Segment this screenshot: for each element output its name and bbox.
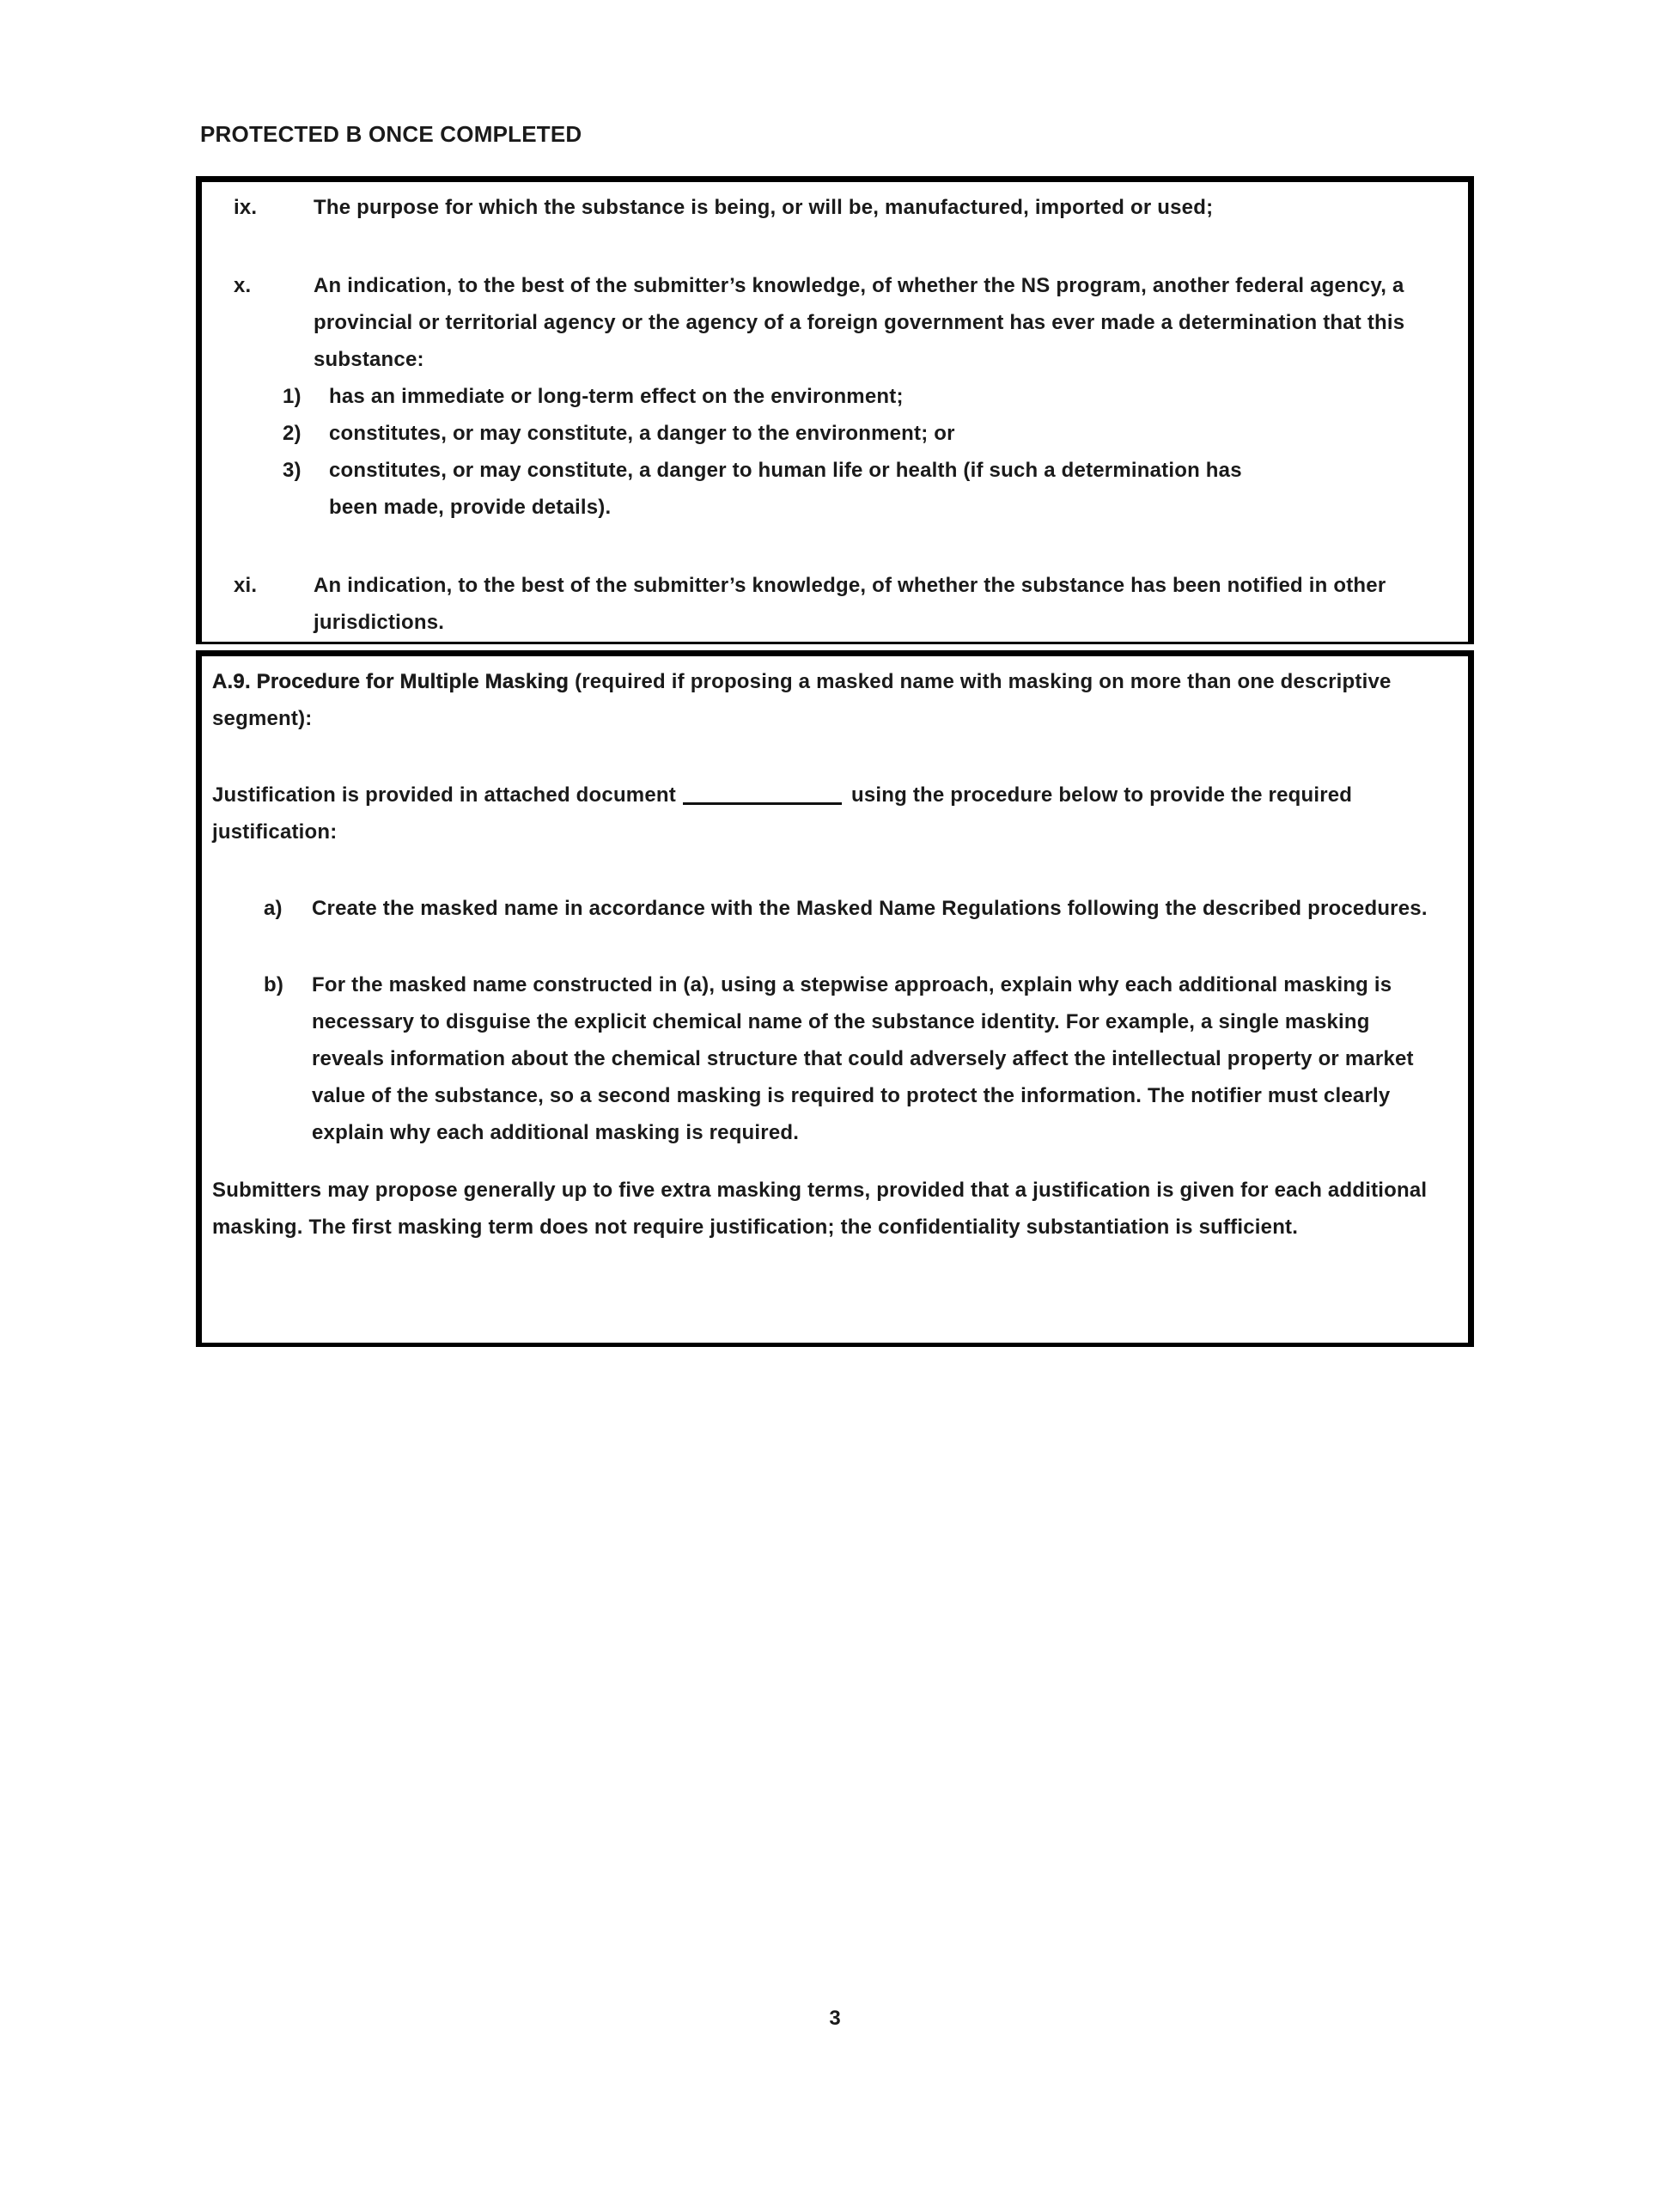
sub-item-text: constitutes, or may constitute, a danger to the environment; or: [329, 422, 955, 445]
procedure-step-a: [264, 890, 1449, 927]
procedure-step-b: [264, 966, 1449, 1151]
determination-item-2: [283, 415, 1451, 452]
list-item-x: [234, 267, 1451, 378]
list-item-text: An indication, to the best of the submitter’s knowledge, of whether the NS program, another federal agency, a provincial or territorial agency or the agency of a foreign government has ever made a determination that this substance:: [314, 274, 1405, 371]
section-heading: [212, 663, 1449, 737]
sub-item-label: 3): [283, 459, 302, 482]
justification-sentence: [212, 777, 1449, 850]
closing-paragraph: Submitters may propose generally up to five extra masking terms, provided that a justification is given for each additional masking. The first masking term does not require justification; the confidentiality substantiation is sufficient.: [212, 1179, 1428, 1239]
step-label: a): [264, 897, 283, 920]
sub-item-label: 2): [283, 422, 302, 445]
page-number: 3: [829, 2007, 841, 2030]
section-heading-qualifier: (required if proposing a masked name with masking on more than one descriptive segment):: [212, 670, 1392, 730]
multiple-masking-box: [196, 650, 1474, 1347]
step-text: Create the masked name in accordance with the Masked Name Regulations following the described procedures.: [312, 897, 1428, 920]
list-item-ix: [234, 189, 1451, 226]
list-item-label: xi.: [234, 574, 258, 597]
step-label: b): [264, 973, 284, 996]
section-heading-title: A.9. Procedure for Multiple Masking: [212, 670, 570, 693]
justification-text-before: Justification is provided in attached document: [212, 783, 676, 807]
sub-item-text: has an immediate or long-term effect on the environment;: [329, 385, 904, 408]
sub-item-text: constitutes, or may constitute, a danger to human life or health (if such a determination has been made, provide details).: [329, 459, 1242, 519]
justification-text-after: using the procedure below to provide the required justification:: [212, 783, 1353, 844]
list-item-text: An indication, to the best of the submitter’s knowledge, of whether the substance has been notified in other jurisdictions.: [314, 574, 1386, 634]
determination-item-3: [283, 452, 1451, 526]
list-item-xi: [234, 567, 1451, 641]
list-item-label: ix.: [234, 196, 258, 219]
list-item-label: x.: [234, 274, 252, 297]
list-item-text: The purpose for which the substance is being, or will be, manufactured, imported or used;: [314, 196, 1214, 219]
determination-item-1: [283, 378, 1451, 415]
step-text: For the masked name constructed in (a), using a stepwise approach, explain why each additional masking is necessary to disguise the explicit chemical name of the substance identity. For example, a single masking reveals information about the chemical structure that could adversely affect the intellectual property or market value of the substance, so a second masking is required to protect the information. The notifier must clearly explain why each additional masking is required.: [312, 973, 1414, 1144]
requirements-box: [196, 176, 1474, 644]
sub-item-label: 1): [283, 385, 302, 408]
classification-banner: PROTECTED B ONCE COMPLETED: [200, 121, 582, 147]
attached-document-blank[interactable]: [683, 795, 842, 805]
